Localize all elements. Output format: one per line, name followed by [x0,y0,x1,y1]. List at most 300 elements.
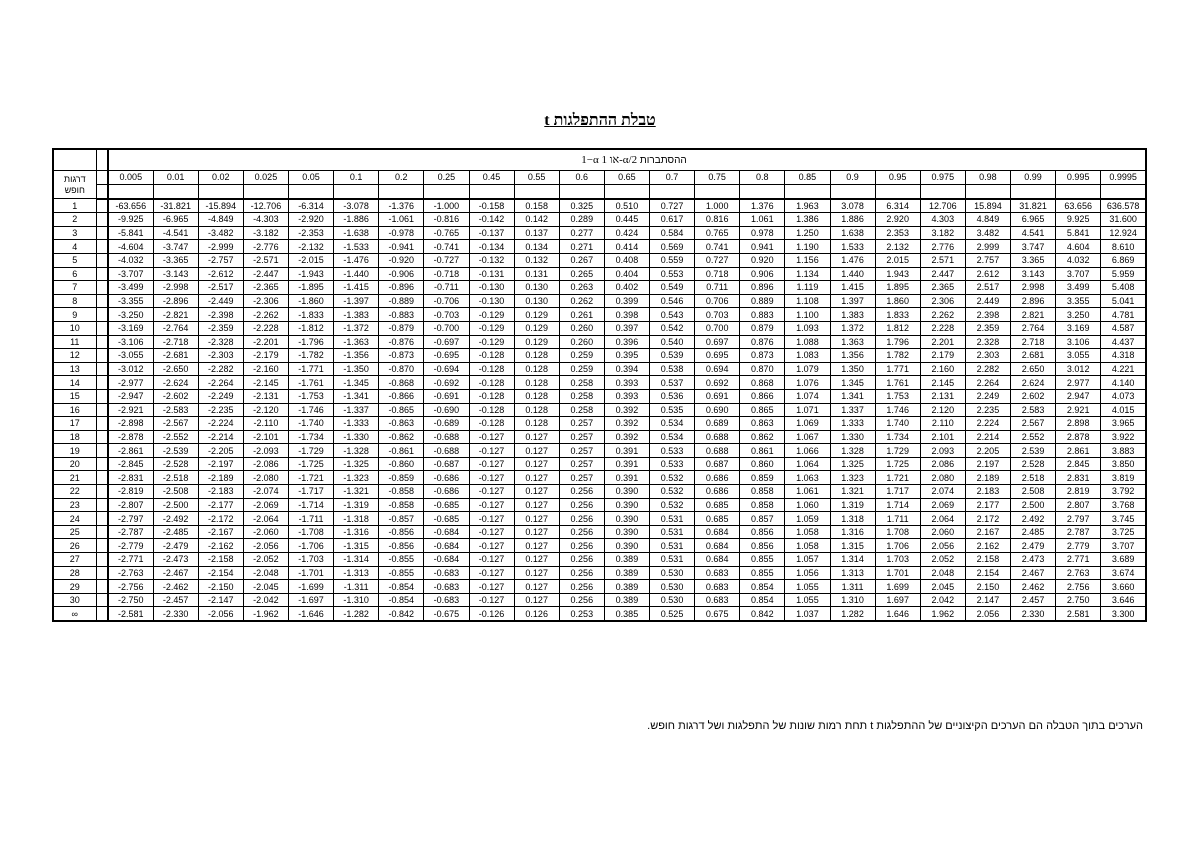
value-cell: 1.714 [875,498,920,512]
value-cell: 2.052 [920,553,965,567]
value-cell: -0.861 [379,444,424,458]
value-cell: 2.074 [920,485,965,499]
value-cell: -2.624 [153,376,198,390]
value-cell: 1.311 [830,580,875,594]
value-cell: -0.703 [424,308,469,322]
value-cell: 0.385 [604,607,649,621]
value-cell: -2.064 [243,512,288,526]
value-cell: 0.584 [650,226,695,240]
value-cell: 2.398 [965,308,1010,322]
value-cell: -1.341 [334,389,379,403]
value-cell: 0.257 [559,471,604,485]
probability-header-row [53,149,1146,171]
value-cell: -2.056 [243,539,288,553]
value-cell: 3.012 [1056,362,1101,376]
value-cell: -4.849 [198,213,243,227]
blank-cell [1101,184,1146,199]
value-cell: -0.137 [469,226,514,240]
value-cell: 2.449 [965,294,1010,308]
value-cell: 0.535 [650,403,695,417]
value-cell: -2.183 [198,485,243,499]
value-cell: 0.859 [740,471,785,485]
value-cell: 0.686 [695,485,740,499]
value-cell: 0.700 [695,321,740,335]
value-cell: -3.355 [108,294,153,308]
value-cell: -2.947 [108,389,153,403]
value-cell: -0.692 [424,376,469,390]
value-cell: 1.037 [785,607,830,621]
probability-header [108,149,1146,171]
probability-cell: 0.975 [920,171,965,185]
value-cell: 1.701 [875,566,920,580]
value-cell: -1.372 [334,321,379,335]
page-title: טבלת ההתפלגות t [544,112,656,129]
value-cell: -0.132 [469,253,514,267]
value-cell: 0.883 [740,308,785,322]
blank-cell [379,184,424,199]
value-cell: 6.314 [875,199,920,213]
value-cell: -2.045 [243,580,288,594]
value-cell: -2.235 [198,403,243,417]
value-cell: 0.536 [650,389,695,403]
value-cell: -1.311 [334,580,379,594]
value-cell: -1.313 [334,566,379,580]
value-cell: 1.699 [875,580,920,594]
value-cell: -2.201 [243,335,288,349]
value-cell: -2.517 [198,281,243,295]
df-cell: 9 [53,308,96,322]
value-cell: 1.000 [695,199,740,213]
value-cell: 1.093 [785,321,830,335]
value-cell: -2.224 [198,417,243,431]
value-cell: 4.015 [1101,403,1146,417]
value-cell: 0.158 [514,199,559,213]
value-cell: 0.131 [514,267,559,281]
value-cell: 0.128 [514,349,559,363]
value-cell: 0.256 [559,593,604,607]
value-cell: -0.129 [469,308,514,322]
df-cell: 24 [53,512,96,526]
value-cell: 1.060 [785,498,830,512]
value-cell: 2.473 [1011,553,1056,567]
value-cell: -0.128 [469,362,514,376]
value-cell: -3.707 [108,267,153,281]
value-cell: 2.756 [1056,580,1101,594]
value-cell: -0.126 [469,607,514,621]
df-cell: 17 [53,417,96,431]
value-cell: 2.624 [1011,376,1056,390]
blank-cell [198,184,243,199]
value-cell: -2.612 [198,267,243,281]
value-cell: 2.080 [920,471,965,485]
value-cell: -2.179 [243,349,288,363]
gap-cell [96,253,108,267]
value-cell: 2.160 [920,362,965,376]
value-cell: -2.131 [243,389,288,403]
gap-cell [96,593,108,607]
value-cell: 0.127 [514,539,559,553]
value-cell: 1.250 [785,226,830,240]
value-cell: 0.941 [740,240,785,254]
value-cell: 0.260 [559,335,604,349]
value-cell: 3.078 [830,199,875,213]
value-cell: 2.999 [965,240,1010,254]
probability-cell: 0.9995 [1101,171,1146,185]
value-cell: 2.528 [1011,457,1056,471]
value-cell: -5.841 [108,226,153,240]
value-cell: 0.854 [740,593,785,607]
value-cell: 0.703 [695,308,740,322]
value-cell: -1.061 [379,213,424,227]
value-cell: 4.849 [965,213,1010,227]
value-cell: 0.257 [559,457,604,471]
gap-cell [96,498,108,512]
df-cell: 28 [53,566,96,580]
value-cell: -4.032 [108,253,153,267]
value-cell: 0.129 [514,335,559,349]
value-cell: 1.055 [785,580,830,594]
value-cell: 2.328 [965,335,1010,349]
value-cell: 0.256 [559,498,604,512]
value-cell: -0.686 [424,471,469,485]
value-cell: -0.816 [424,213,469,227]
df-cell: 10 [53,321,96,335]
value-cell: 0.695 [695,349,740,363]
value-cell: 3.819 [1101,471,1146,485]
value-cell: -0.706 [424,294,469,308]
value-cell: -2.831 [108,471,153,485]
value-cell: 0.889 [740,294,785,308]
value-cell: 1.729 [875,444,920,458]
value-cell: -2.052 [243,553,288,567]
value-cell: -0.688 [424,430,469,444]
gap-cell [96,539,108,553]
value-cell: 4.221 [1101,362,1146,376]
value-cell: -0.684 [424,553,469,567]
value-cell: -0.868 [379,376,424,390]
value-cell: 1.064 [785,457,830,471]
value-cell: -2.101 [243,430,288,444]
probability-cell: 0.45 [469,171,514,185]
value-cell: 0.393 [604,376,649,390]
value-cell: -0.128 [469,417,514,431]
value-cell: 0.395 [604,349,649,363]
value-cell: 2.831 [1056,471,1101,485]
value-cell: -1.314 [334,553,379,567]
value-cell: 2.064 [920,512,965,526]
value-cell: -0.158 [469,199,514,213]
value-cell: 1.134 [785,267,830,281]
value-cell: 0.127 [514,498,559,512]
value-cell: 2.896 [1011,294,1056,308]
value-cell: 0.685 [695,512,740,526]
table-row [53,498,1146,512]
value-cell: 0.392 [604,417,649,431]
value-cell: 0.391 [604,471,649,485]
value-cell: -0.684 [424,525,469,539]
value-cell: -3.747 [153,240,198,254]
value-cell: 0.685 [695,498,740,512]
value-cell: -2.819 [108,485,153,499]
value-cell: 0.128 [514,417,559,431]
value-cell: 0.532 [650,471,695,485]
value-cell: -1.376 [379,199,424,213]
value-cell: 2.947 [1056,389,1101,403]
value-cell: 2.086 [920,457,965,471]
value-cell: 2.718 [1011,335,1056,349]
value-cell: 0.127 [514,553,559,567]
value-cell: -2.048 [243,566,288,580]
value-cell: 0.706 [695,294,740,308]
value-cell: 0.510 [604,199,649,213]
value-cell: 0.879 [740,321,785,335]
value-cell: -1.315 [334,539,379,553]
value-cell: 0.617 [650,213,695,227]
value-cell: 1.067 [785,430,830,444]
value-cell: 2.457 [1011,593,1056,607]
value-cell: 0.906 [740,267,785,281]
value-cell: 3.482 [965,226,1010,240]
value-cell: -2.462 [153,580,198,594]
value-cell: 0.261 [559,308,604,322]
value-cell: 0.683 [695,593,740,607]
value-cell: 0.694 [695,362,740,376]
value-cell: -1.734 [289,430,334,444]
value-cell: -0.854 [379,580,424,594]
blank-cell [514,184,559,199]
value-cell: -4.303 [243,213,288,227]
value-cell: -4.604 [108,240,153,254]
value-cell: -2.093 [243,444,288,458]
value-cell: 0.404 [604,267,649,281]
value-cell: 2.172 [965,512,1010,526]
value-cell: 1.372 [830,321,875,335]
value-cell: 1.734 [875,430,920,444]
value-cell: 2.763 [1056,566,1101,580]
value-cell: -1.771 [289,362,334,376]
value-cell: 31.821 [1011,199,1056,213]
value-cell: -0.842 [379,607,424,621]
value-cell: 1.074 [785,389,830,403]
value-cell: -0.941 [379,240,424,254]
value-cell: -2.763 [108,566,153,580]
value-cell: -0.873 [379,349,424,363]
gap-cell [96,553,108,567]
value-cell: 0.559 [650,253,695,267]
value-cell: 0.390 [604,525,649,539]
blank-cell [469,184,514,199]
value-cell: 0.129 [514,308,559,322]
value-cell: 2.224 [965,417,1010,431]
value-cell: 1.796 [875,335,920,349]
blank-cell [920,184,965,199]
table-row [53,457,1146,471]
value-cell: 6.869 [1101,253,1146,267]
corner-cell [53,149,96,171]
value-cell: -0.130 [469,281,514,295]
value-cell: 2.303 [965,349,1010,363]
value-cell: 2.183 [965,485,1010,499]
value-cell: 0.265 [559,267,604,281]
table-row [53,294,1146,308]
value-cell: -1.310 [334,593,379,607]
value-cell: -12.706 [243,199,288,213]
value-cell: 0.271 [559,240,604,254]
value-cell: 1.190 [785,240,830,254]
value-cell: -2.757 [198,253,243,267]
value-cell: 2.787 [1056,525,1101,539]
value-cell: 0.399 [604,294,649,308]
value-cell: 0.389 [604,593,649,607]
table-row [53,213,1146,227]
value-cell: 2.189 [965,471,1010,485]
gap-cell [96,213,108,227]
table-row [53,417,1146,431]
value-cell: -0.700 [424,321,469,335]
value-cell: 0.532 [650,498,695,512]
value-cell: -2.776 [243,240,288,254]
value-cell: -1.356 [334,349,379,363]
value-cell: -0.695 [424,349,469,363]
value-cell: 0.842 [740,607,785,621]
value-cell: 0.256 [559,512,604,526]
gap-cell [96,321,108,335]
probability-cell: 0.55 [514,171,559,185]
blank-cell [243,184,288,199]
probability-cell: 0.65 [604,171,649,185]
value-cell: -1.943 [289,267,334,281]
value-cell: 2.132 [875,240,920,254]
table-row [53,525,1146,539]
value-cell: 2.602 [1011,389,1056,403]
value-cell: 2.306 [920,294,965,308]
value-cell: 0.688 [695,430,740,444]
value-cell: -6.965 [153,213,198,227]
value-cell: 2.517 [965,281,1010,295]
value-cell: -0.694 [424,362,469,376]
value-cell: 0.393 [604,389,649,403]
footer-note: הערכים בתוך הטבלה הם הערכים הקיצוניים של ההתפלגות t תחת רמות שונות של התפלגות ושל דרגות חופש. [647,720,1143,732]
value-cell: 3.745 [1101,512,1146,526]
value-cell: 2.583 [1011,403,1056,417]
gap-cell [96,580,108,594]
value-cell: 2.045 [920,580,965,594]
value-cell: -0.127 [469,566,514,580]
value-cell: 0.389 [604,566,649,580]
value-cell: -2.172 [198,512,243,526]
blank-cell [108,184,153,199]
value-cell: 2.779 [1056,539,1101,553]
value-cell: -2.147 [198,593,243,607]
df-cell: 16 [53,403,96,417]
value-cell: 2.179 [920,349,965,363]
value-cell: -0.128 [469,349,514,363]
value-cell: 1.061 [785,485,830,499]
df-cell: 25 [53,525,96,539]
value-cell: -0.127 [469,498,514,512]
value-cell: 1.323 [830,471,875,485]
probability-cell: 0.025 [243,171,288,185]
value-cell: -1.330 [334,430,379,444]
value-cell: -2.650 [153,362,198,376]
gap-cell [96,417,108,431]
value-cell: -1.533 [334,240,379,254]
value-cell: -6.314 [289,199,334,213]
value-cell: 0.128 [514,376,559,390]
value-cell: 0.855 [740,566,785,580]
table-row [53,607,1146,621]
value-cell: 0.134 [514,240,559,254]
value-cell: -1.397 [334,294,379,308]
value-cell: 0.540 [650,335,695,349]
value-cell: -0.129 [469,321,514,335]
value-cell: 1.069 [785,417,830,431]
value-cell: 6.965 [1011,213,1056,227]
value-cell: 3.689 [1101,553,1146,567]
value-cell: -2.977 [108,376,153,390]
value-cell: 4.437 [1101,335,1146,349]
value-cell: 0.531 [650,512,695,526]
value-cell: -1.318 [334,512,379,526]
value-cell: 3.106 [1056,335,1101,349]
value-cell: -0.690 [424,403,469,417]
value-cell: -3.169 [108,321,153,335]
value-cell: 4.073 [1101,389,1146,403]
value-cell: -2.145 [243,376,288,390]
value-cell: -2.282 [198,362,243,376]
value-cell: -2.845 [108,457,153,471]
value-cell: 1.057 [785,553,830,567]
value-cell: 4.032 [1056,253,1101,267]
value-cell: -2.365 [243,281,288,295]
value-cell: 1.316 [830,525,875,539]
value-cell: 2.197 [965,457,1010,471]
value-cell: 0.920 [740,253,785,267]
value-cell: 1.079 [785,362,830,376]
value-cell: 1.708 [875,525,920,539]
value-cell: 0.132 [514,253,559,267]
value-cell: -2.303 [198,349,243,363]
value-cell: 0.390 [604,512,649,526]
value-cell: 2.093 [920,444,965,458]
value-cell: 2.147 [965,593,1010,607]
value-cell: -2.158 [198,553,243,567]
value-cell: 1.330 [830,430,875,444]
value-cell: 2.479 [1011,539,1056,553]
value-cell: 2.821 [1011,308,1056,322]
gap-cell [96,512,108,526]
table-row [53,321,1146,335]
value-cell: 1.721 [875,471,920,485]
gap-cell [96,376,108,390]
value-cell: 0.127 [514,525,559,539]
value-cell: -0.863 [379,417,424,431]
value-cell: -2.189 [198,471,243,485]
value-cell: -2.779 [108,539,153,553]
value-cell: -0.686 [424,485,469,499]
value-cell: -0.889 [379,294,424,308]
value-cell: 3.792 [1101,485,1146,499]
table-row [53,226,1146,240]
value-cell: 9.925 [1056,213,1101,227]
value-cell: 0.862 [740,430,785,444]
value-cell: 2.228 [920,321,965,335]
value-cell: -1.962 [243,607,288,621]
value-cell: -0.127 [469,539,514,553]
value-cell: 2.567 [1011,417,1056,431]
value-cell: 1.345 [830,376,875,390]
value-cell: -0.883 [379,308,424,322]
